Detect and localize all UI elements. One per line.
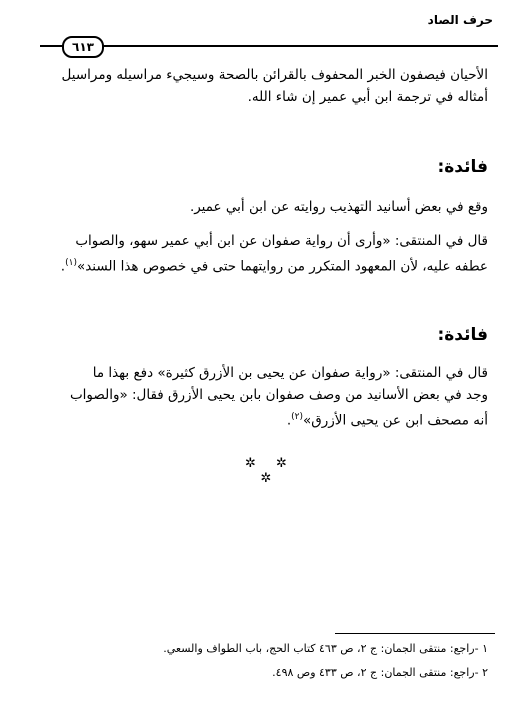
section1-para1-text: وقع في بعض أسانيد التهذيب روايته عن ابن أبي عمير. <box>189 199 488 215</box>
section-heading-1: فائدة: <box>437 157 488 177</box>
footnote-1: ١ -راجع: منتقى الجمان: ج ٢، ص ٤٦٣ كتاب الحج، باب الطواف والسعي. <box>163 642 488 655</box>
section2-line-2: وجد في بعض الأسانيد من وصف صفوان بابن يحيى الأزرق فقال: «والصواب <box>69 387 488 403</box>
section2-line-1: قال في المنتقى: «رواية صفوان عن يحيى بن الأزرق كثيرة» دفع بهذا ما <box>92 365 488 381</box>
footnote-ref-2[interactable]: (٢) <box>291 412 304 422</box>
section2-paragraph <box>38 362 488 432</box>
header-rule-line <box>40 45 498 47</box>
header-rule <box>40 36 498 56</box>
section-heading-2: فائدة: <box>437 325 488 345</box>
section1-paragraph-2 <box>38 230 488 278</box>
section-ornament: ✲ ✲ ✲ <box>245 456 295 486</box>
running-title: حرف الصاد <box>427 13 493 27</box>
page-number: ٦١٣ <box>62 36 104 58</box>
section1-para2-line-2 <box>38 252 488 278</box>
section1-para2-end: . <box>60 258 66 275</box>
section1-paragraph-1 <box>38 196 488 218</box>
footnote-separator <box>335 633 495 634</box>
footnote-2: ٢ -راجع: منتقى الجمان: ج ٢، ص ٤٣٣ وص ٤٩٨. <box>272 666 488 679</box>
intro-line-1: الأحيان فيصفون الخبر المحفوف بالقرائن بالصحة وسيجيء مراسيله ومراسيل <box>61 67 488 83</box>
footnote-ref-1[interactable]: (١) <box>65 258 77 268</box>
section2-end: . <box>286 412 292 429</box>
intro-paragraph <box>38 64 488 108</box>
section2-line-3 <box>38 406 488 432</box>
intro-line-2: أمثاله في ترجمة ابن أبي عمير إن شاء الله. <box>247 89 488 105</box>
section1-para2-line-2-text: عطفه عليه، لأن المعهود المتكرر من روايتهما حتى في خصوص هذا السند» <box>76 258 488 275</box>
section2-line-3-text: أنه مصحف ابن عن يحيى الأزرق» <box>303 412 488 429</box>
section1-para2-line-1: قال في المنتقى: «وأرى أن رواية صفوان عن ابن أبي عمير سهو، والصواب <box>75 233 488 249</box>
